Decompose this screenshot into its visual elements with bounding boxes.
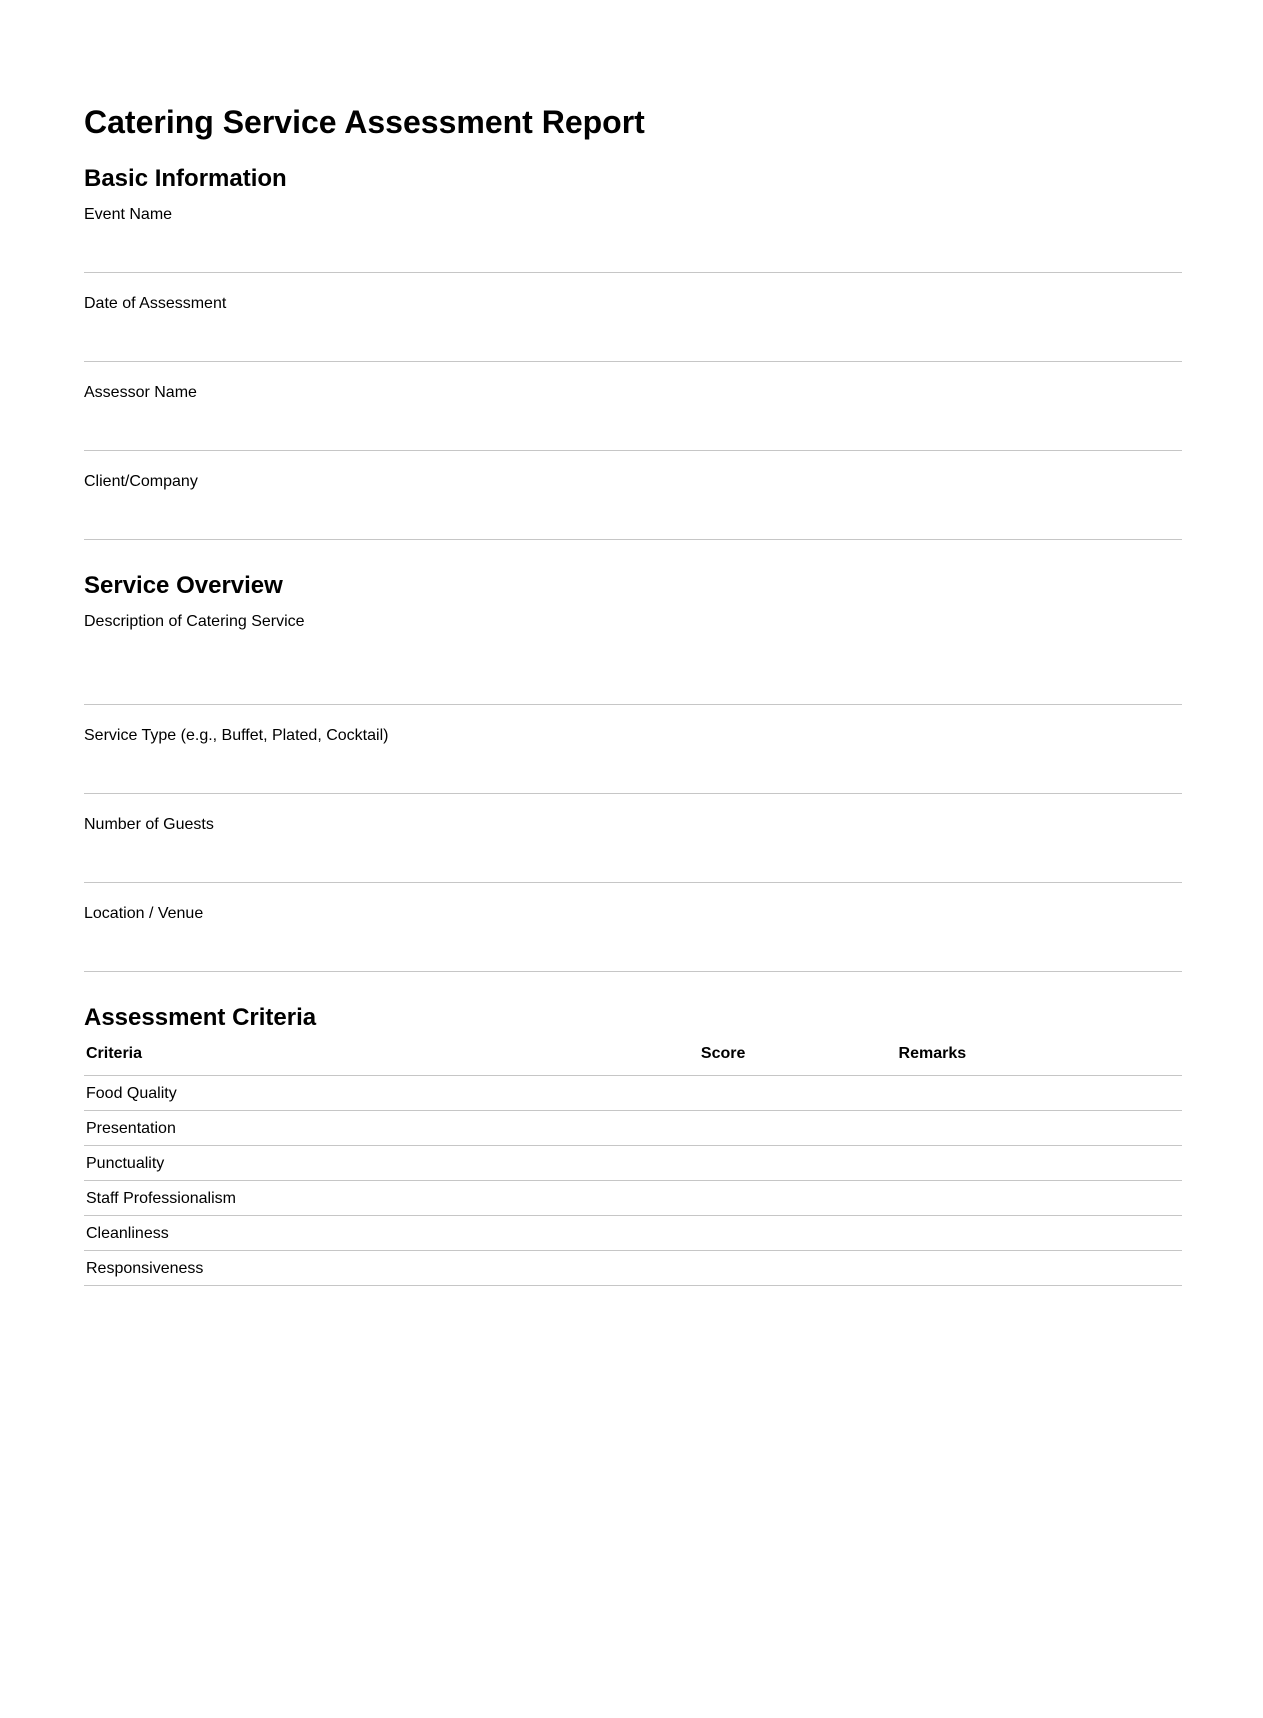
client-company-input[interactable] [84,491,1182,540]
criteria-column-header: Criteria [84,1045,699,1076]
description-label: Description of Catering Service [84,613,305,630]
table-row [84,1181,1182,1216]
location-venue-input[interactable] [84,923,1182,972]
number-of-guests-label: Number of Guests [84,816,214,833]
score-cell[interactable] [699,1076,897,1111]
page-title: Catering Service Assessment Report [84,104,645,140]
criteria-cell: Cleanliness [84,1216,699,1251]
remarks-cell[interactable] [897,1216,1182,1251]
assessor-name-input[interactable] [84,402,1182,451]
assessor-name-field [84,384,1182,451]
remarks-cell[interactable] [897,1251,1182,1286]
event-name-input[interactable] [84,224,1182,273]
criteria-table-header-row [84,1045,1182,1076]
criteria-cell: Responsiveness [84,1251,699,1286]
remarks-cell[interactable] [897,1076,1182,1111]
description-input[interactable] [84,631,1182,705]
location-venue-label: Location / Venue [84,905,204,922]
date-of-assessment-field [84,295,1182,362]
remarks-cell[interactable] [897,1111,1182,1146]
date-of-assessment-input[interactable] [84,313,1182,362]
score-cell[interactable] [699,1146,897,1181]
criteria-table [84,1045,1182,1286]
score-cell[interactable] [699,1111,897,1146]
score-cell[interactable] [699,1216,897,1251]
number-of-guests-field [84,816,1182,883]
client-company-label: Client/Company [84,473,198,490]
date-of-assessment-label: Date of Assessment [84,295,227,312]
criteria-cell: Presentation [84,1111,699,1146]
event-name-label: Event Name [84,206,173,223]
table-row [84,1251,1182,1286]
score-column-header: Score [699,1045,897,1076]
table-row [84,1076,1182,1111]
section-heading-basic-information: Basic Information [84,165,287,192]
service-type-label: Service Type (e.g., Buffet, Plated, Cocktail) [84,727,389,744]
score-cell[interactable] [699,1181,897,1216]
description-field [84,613,1182,705]
section-heading-service-overview: Service Overview [84,572,283,599]
table-row [84,1146,1182,1181]
service-type-field [84,727,1182,794]
remarks-cell[interactable] [897,1181,1182,1216]
event-name-field [84,206,1182,273]
client-company-field [84,473,1182,540]
assessor-name-label: Assessor Name [84,384,197,401]
location-venue-field [84,905,1182,972]
service-type-input[interactable] [84,745,1182,794]
criteria-cell: Staff Professionalism [84,1181,699,1216]
section-heading-assessment-criteria: Assessment Criteria [84,1004,317,1031]
criteria-cell: Food Quality [84,1076,699,1111]
number-of-guests-input[interactable] [84,834,1182,883]
table-row [84,1216,1182,1251]
remarks-column-header: Remarks [897,1045,1182,1076]
remarks-cell[interactable] [897,1146,1182,1181]
criteria-cell: Punctuality [84,1146,699,1181]
score-cell[interactable] [699,1251,897,1286]
table-row [84,1111,1182,1146]
